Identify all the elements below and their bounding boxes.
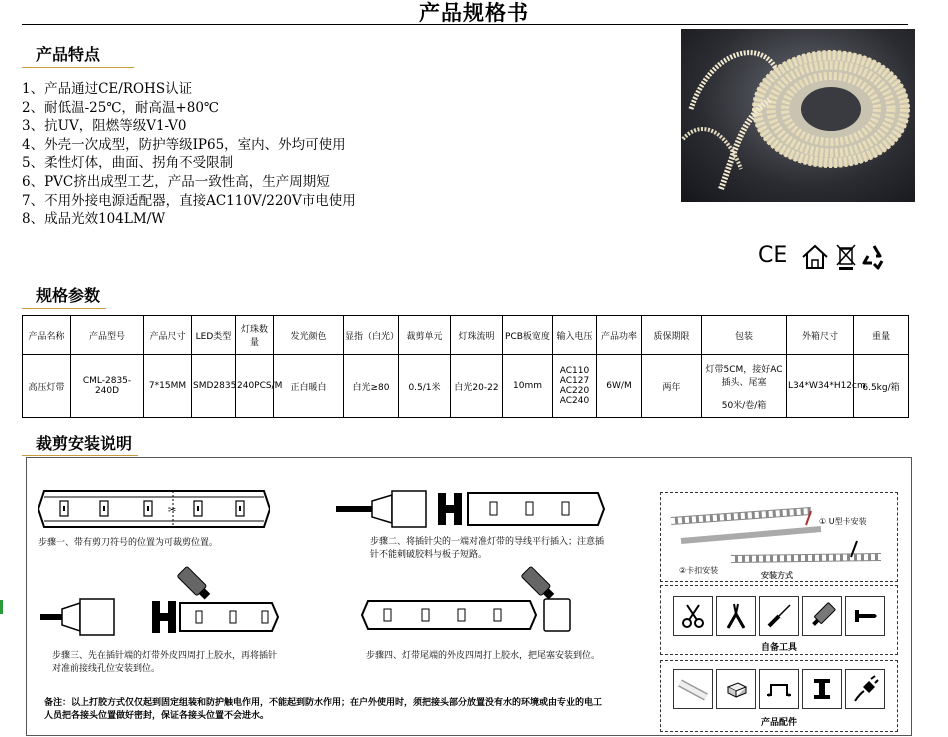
step4-diagram — [360, 565, 576, 639]
header-cell: 输入电压 — [553, 316, 597, 355]
end-cap-icon — [716, 669, 756, 709]
header-cell: 质保期限 — [642, 316, 702, 355]
product-photo — [681, 29, 915, 202]
pliers-icon — [716, 596, 756, 636]
voltage-item: AC127 — [559, 376, 590, 386]
specs-heading: 规格参数 — [36, 286, 101, 305]
value-cell — [553, 355, 597, 418]
tools-caption: 自备工具 — [760, 643, 797, 653]
step2-text: 步骤二、将插针尖的一端对准灯带的导线平行插入；注意插针不能刺破胶料与板子短路。 — [370, 537, 605, 560]
connector-pin-icon — [802, 669, 842, 709]
home-indoor-icon — [801, 244, 829, 274]
feature-item: 5、柔性灯体，曲面、拐角不受限制 — [22, 155, 234, 172]
weee-bin-icon — [836, 243, 856, 275]
header-cell: 重量 — [854, 316, 909, 355]
step3-diagram — [40, 565, 280, 649]
feature-item: 8、成品光效104LM/W — [22, 211, 166, 228]
mount-label-1: ① U型卡安装 — [819, 517, 867, 526]
value-cell: 0.5/1米 — [399, 355, 451, 418]
specs-heading-underline — [22, 308, 106, 309]
header-cell: 包装 — [702, 316, 787, 355]
header-cell: 灯珠流明 — [451, 316, 503, 355]
feature-item: 4、外壳一次成型，防护等级IP65，室内、外均可使用 — [22, 136, 346, 153]
header-cell: 外箱尺寸 — [787, 316, 854, 355]
voltage-item: AC220 — [559, 386, 590, 396]
step1-text: 步骤一、带有剪刀符号的位置为可裁剪位置。 — [38, 538, 219, 548]
svg-text:✂: ✂ — [168, 505, 177, 516]
header-cell: 产品型号 — [71, 316, 144, 355]
value-cell: SMD2835 — [192, 355, 236, 418]
value-cell: CML-2835-240D — [71, 355, 144, 418]
header-cell: 产品尺寸 — [144, 316, 192, 355]
header-cell: 裁剪单元 — [399, 316, 451, 355]
header-cell: PCB板宽度 — [503, 316, 553, 355]
mount-caption: 安装方式 — [761, 571, 793, 580]
voltage-item: AC110 — [559, 366, 590, 376]
step3-text: 步骤三、先在插针端的灯带外皮四周打上胶水，再将插针对准前接线孔位安装到位。 — [52, 651, 278, 674]
spacer — [703, 388, 785, 398]
value-cell: 两年 — [642, 355, 702, 418]
packing-line: 50米/卷/箱 — [721, 400, 767, 411]
features-heading: 产品特点 — [36, 45, 101, 64]
feature-item: 2、耐低温-25℃，耐高温+80℃ — [22, 99, 220, 116]
value-cell: 10mm — [503, 355, 553, 418]
header-cell: 产品名称 — [23, 316, 71, 355]
feature-list — [22, 80, 356, 229]
header-cell: 显指（白光） — [344, 316, 399, 355]
value-cell: 6W/M — [597, 355, 642, 418]
led-strip-piece-icon — [673, 669, 713, 709]
value-cell: 正白暖白 — [274, 355, 344, 418]
edge-marker — [0, 600, 3, 614]
tools-box — [660, 585, 898, 655]
value-cell: 6.5kg/箱 — [854, 355, 909, 418]
feature-item: 1、产品通过CE/ROHS认证 — [22, 81, 193, 97]
features-heading-underline — [22, 67, 134, 68]
mounting-methods-box — [660, 492, 898, 582]
mount-label-2: ②卡扣安装 — [679, 566, 719, 575]
screw-icon — [845, 596, 885, 636]
accessories-box — [660, 660, 898, 732]
title-divider — [22, 24, 908, 25]
page-title: 产品规格书 — [419, 0, 529, 25]
value-cell: 高压灯带 — [23, 355, 71, 418]
install-heading-underline — [22, 455, 138, 456]
value-cell: 白光20-22 — [451, 355, 503, 418]
ce-mark-icon: CE — [758, 243, 788, 268]
voltage-item: AC240 — [559, 396, 590, 406]
header-cell: 灯珠数量 — [236, 316, 274, 355]
mounting-illustration — [661, 493, 897, 565]
power-plug-icon — [845, 669, 885, 709]
header-cell: 产品功率 — [597, 316, 642, 355]
step2-diagram — [336, 487, 606, 535]
spec-table — [22, 315, 909, 418]
feature-item: 7、不用外接电源适配器，直接AC110V/220V市电使用 — [22, 192, 356, 209]
value-cell: 240PCS/M — [236, 355, 274, 418]
header-cell: 发光颜色 — [274, 316, 344, 355]
install-note: 备注：以上打胶方式仅仅起到固定组装和防护触电作用，不能起到防水作用；在户外使用时，须把接头部分放置没有水的环境或由专业的电工人员把各接头位置做好密封，保证各接头位置不会进水。 — [44, 698, 603, 721]
value-cell: 白光≥80 — [344, 355, 399, 418]
mounting-clip-icon — [759, 669, 799, 709]
header-cell: LED类型 — [192, 316, 236, 355]
value-cell — [702, 355, 787, 418]
recycle-icon — [860, 243, 888, 275]
value-cell: L34*W34*H12cm — [787, 355, 854, 418]
glue-tube-icon — [802, 596, 842, 636]
step1-diagram — [38, 487, 270, 535]
spec-value-row — [23, 355, 909, 418]
packing-line: 灯带5CM，接好AC插头、尾塞 — [705, 364, 783, 388]
screwdriver-icon — [759, 596, 799, 636]
install-heading: 裁剪安装说明 — [36, 434, 133, 453]
value-cell: 7*15MM — [144, 355, 192, 418]
spec-header-row — [23, 316, 909, 355]
accessories-caption: 产品配件 — [760, 718, 797, 728]
feature-item: 6、PVC挤出成型工艺，产品一致性高，生产周期短 — [22, 173, 330, 190]
scissors-icon — [673, 596, 713, 636]
step4-text: 步骤四、灯带尾端的外皮四周打上胶水，把尾塞安装到位。 — [366, 651, 601, 661]
feature-item: 3、抗UV，阻燃等级V1-V0 — [22, 118, 187, 135]
